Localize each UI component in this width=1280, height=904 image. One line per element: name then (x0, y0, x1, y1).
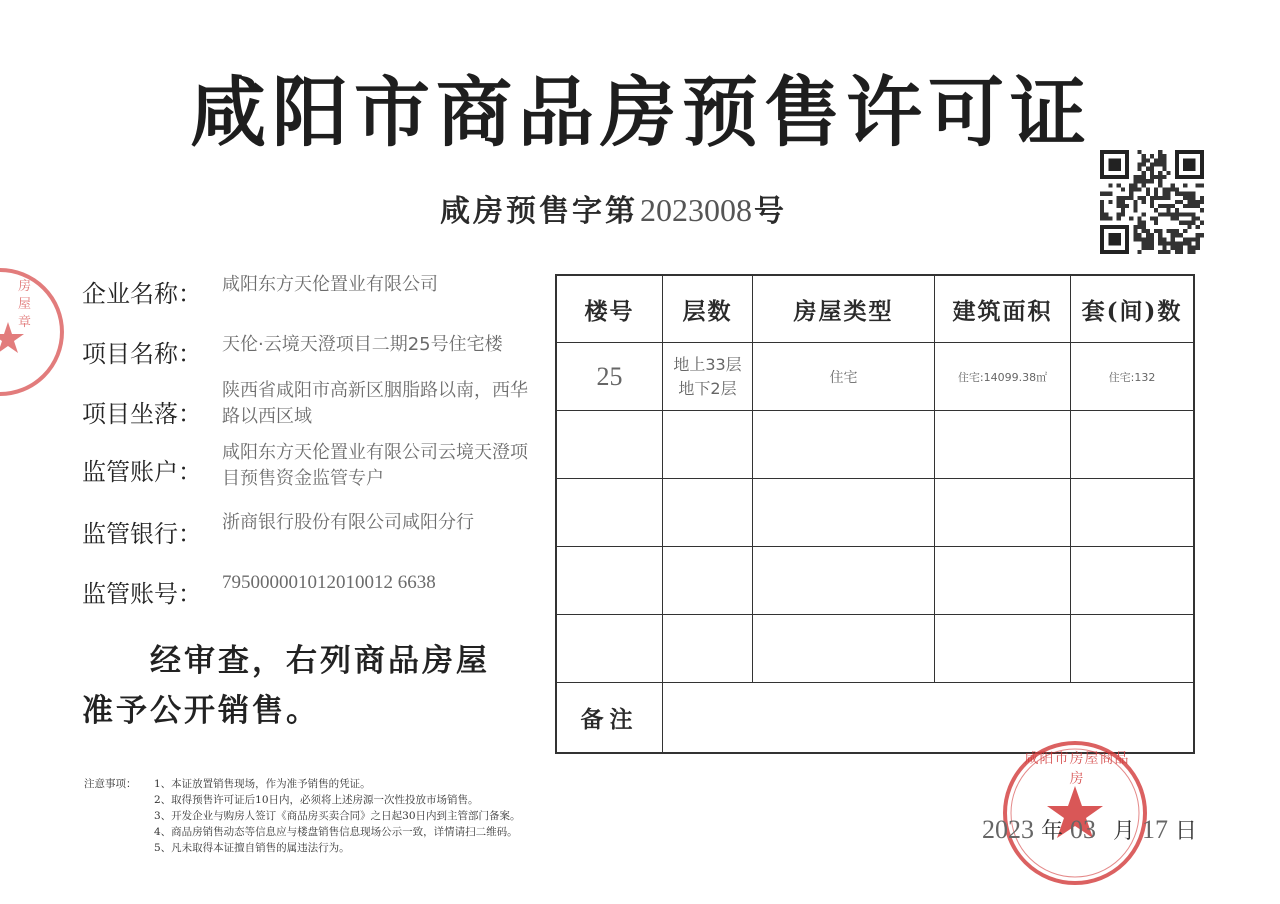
qr-module (1175, 233, 1179, 237)
qr-module (1104, 192, 1108, 196)
qr-module (1133, 237, 1137, 241)
seal-text: 咸阳市房屋商品房 (1024, 751, 1130, 787)
note-item: 4、商品房销售动态等信息应与楼盘销售信息现场公示一致，详情请扫二维码。 (154, 826, 518, 838)
qr-module (1117, 200, 1121, 204)
stamp-left-text: 房屋章 (18, 279, 32, 330)
qr-module (1142, 171, 1146, 175)
qr-module (1167, 208, 1171, 212)
qr-module (1100, 192, 1104, 196)
qr-module (1162, 242, 1166, 246)
qr-module (1154, 187, 1158, 191)
qr-module (1167, 171, 1171, 175)
qr-module (1196, 200, 1200, 204)
qr-module (1200, 208, 1204, 212)
approval-statement (82, 636, 552, 736)
qr-module (1133, 179, 1137, 183)
qr-module (1179, 242, 1183, 246)
qr-module (1167, 229, 1171, 233)
label-account-number: 监管账号： (82, 580, 202, 608)
stamp-left-fragment (0, 262, 70, 402)
qr-module (1179, 221, 1183, 225)
qr-module (1158, 171, 1162, 175)
qr-module (1129, 196, 1133, 200)
qr-module (1146, 229, 1150, 233)
value-company: 咸阳东方天伦置业有限公司 (222, 274, 438, 295)
qr-module (1137, 237, 1141, 241)
qr-module (1150, 167, 1154, 171)
qr-module (1129, 192, 1133, 196)
qr-module (1192, 237, 1196, 241)
qr-module (1158, 162, 1162, 166)
qr-module (1171, 237, 1175, 241)
qr-module (1192, 217, 1196, 221)
qr-module (1133, 229, 1137, 233)
qr-module (1179, 200, 1183, 204)
qr-module (1158, 150, 1162, 154)
qr-module (1175, 242, 1179, 246)
qr-module (1142, 212, 1146, 216)
qr-module (1104, 217, 1108, 221)
table-header-row (557, 276, 1194, 343)
approval-line-2: 准予公开销售。 (82, 693, 320, 729)
qr-module (1167, 187, 1171, 191)
qr-module (1150, 179, 1154, 183)
qr-module (1158, 175, 1162, 179)
serial-number (440, 186, 787, 230)
qr-module (1117, 196, 1121, 200)
qr-module (1146, 192, 1150, 196)
table-row-empty (557, 547, 1194, 615)
qr-module (1100, 200, 1104, 204)
qr-module (1150, 162, 1154, 166)
qr-module (1158, 196, 1162, 200)
qr-module (1162, 192, 1166, 196)
qr-module (1192, 200, 1196, 204)
qr-module (1200, 200, 1204, 204)
qr-module (1100, 208, 1104, 212)
qr-module (1117, 212, 1121, 216)
qr-module (1137, 150, 1141, 154)
qr-module (1179, 246, 1183, 250)
qr-module (1158, 229, 1162, 233)
qr-module (1162, 175, 1166, 179)
label-bank: 监管银行： (82, 520, 202, 548)
qr-module (1133, 183, 1137, 187)
header-units: 套(间)数 (1071, 276, 1194, 343)
qr-module (1183, 183, 1187, 187)
qr-module (1137, 221, 1141, 225)
qr-module (1175, 229, 1179, 233)
qr-module (1183, 237, 1187, 241)
approval-line-1: 经审查，右列商品房屋 (150, 643, 490, 679)
qr-module (1146, 158, 1150, 162)
cell-area: 住宅:14099.38㎡ (935, 343, 1071, 411)
qr-module (1129, 183, 1133, 187)
qr-module (1137, 162, 1141, 166)
qr-module (1137, 250, 1141, 254)
qr-module (1142, 229, 1146, 233)
qr-module (1187, 212, 1191, 216)
qr-module (1150, 237, 1154, 241)
qr-module (1187, 196, 1191, 200)
note-item: 2、取得预售许可证后10日内，必须将上述房源一次性投放市场销售。 (154, 794, 479, 806)
qr-module (1154, 158, 1158, 162)
qr-module (1196, 225, 1200, 229)
qr-module (1187, 250, 1191, 254)
remarks-label: 备注 (557, 683, 663, 753)
qr-module (1187, 204, 1191, 208)
qr-module (1142, 154, 1146, 158)
value-escrow-account: 咸阳东方天伦置业有限公司云境天澄项目预售资金监管专户 (222, 442, 528, 489)
qr-module (1162, 250, 1166, 254)
qr-module (1175, 192, 1179, 196)
qr-module (1137, 167, 1141, 171)
qr-module (1142, 200, 1146, 204)
qr-module (1158, 154, 1162, 158)
qr-module (1121, 196, 1125, 200)
label-project: 项目名称： (82, 340, 202, 368)
qr-module (1121, 208, 1125, 212)
date-year: 2023 (982, 815, 1034, 844)
qr-module (1196, 183, 1200, 187)
header-floors: 层数 (663, 276, 753, 343)
qr-module (1162, 154, 1166, 158)
cell-floors-above: 地上33层 (673, 354, 742, 374)
qr-module (1129, 187, 1133, 191)
serial-prefix: 咸房预售字第 (440, 194, 638, 229)
qr-module (1133, 225, 1137, 229)
qr-module (1179, 250, 1183, 254)
qr-module (1196, 233, 1200, 237)
table-row-empty (557, 479, 1194, 547)
housing-table (555, 274, 1195, 754)
qr-module (1150, 154, 1154, 158)
qr-module (1187, 200, 1191, 204)
qr-module (1187, 246, 1191, 250)
date-day: 17 (1142, 815, 1169, 844)
cell-floors (663, 343, 753, 411)
header-building: 楼号 (557, 276, 663, 343)
qr-module (1121, 187, 1125, 191)
qr-module (1162, 212, 1166, 216)
qr-module (1167, 196, 1171, 200)
qr-module (1162, 196, 1166, 200)
qr-module (1117, 217, 1121, 221)
qr-module (1167, 192, 1171, 196)
qr-module (1137, 179, 1141, 183)
qr-module (1146, 167, 1150, 171)
qr-module (1187, 192, 1191, 196)
issue-date (982, 814, 1197, 845)
qr-module (1142, 246, 1146, 250)
qr-module (1142, 179, 1146, 183)
qr-module (1179, 212, 1183, 216)
qr-module (1133, 204, 1137, 208)
qr-module (1158, 179, 1162, 183)
qr-module (1100, 204, 1104, 208)
qr-module (1171, 217, 1175, 221)
qr-module (1196, 217, 1200, 221)
qr-module (1146, 242, 1150, 246)
qr-module (1137, 217, 1141, 221)
value-project: 天伦·云境天澄项目二期25号住宅楼 (222, 334, 503, 355)
qr-module (1187, 221, 1191, 225)
table-row (557, 343, 1194, 411)
qr-module (1196, 204, 1200, 208)
qr-module (1133, 233, 1137, 237)
qr-module (1142, 225, 1146, 229)
cell-building: 25 (557, 343, 663, 411)
qr-module (1167, 250, 1171, 254)
qr-module (1150, 233, 1154, 237)
qr-module (1175, 250, 1179, 254)
label-escrow-account: 监管账户： (82, 458, 202, 486)
qr-module (1142, 196, 1146, 200)
qr-module (1192, 204, 1196, 208)
qr-module (1137, 196, 1141, 200)
qr-module (1121, 204, 1125, 208)
qr-module (1154, 208, 1158, 212)
qr-module (1150, 196, 1154, 200)
qr-module (1104, 212, 1108, 216)
qr-module (1175, 212, 1179, 216)
qr-module (1142, 221, 1146, 225)
table-row-empty (557, 615, 1194, 683)
qr-module (1125, 204, 1129, 208)
qr-module (1154, 217, 1158, 221)
qr-module (1192, 221, 1196, 225)
qr-module (1192, 212, 1196, 216)
qr-module (1200, 221, 1204, 225)
qr-module (1142, 183, 1146, 187)
serial-value: 2023008 (640, 192, 752, 228)
qr-module (1133, 175, 1137, 179)
qr-module (1142, 158, 1146, 162)
qr-module (1146, 187, 1150, 191)
qr-module (1171, 233, 1175, 237)
note-item: 1、本证放置销售现场，作为准予销售的凭证。 (154, 778, 371, 790)
qr-module (1142, 242, 1146, 246)
qr-module (1183, 229, 1187, 233)
qr-module (1133, 208, 1137, 212)
qr-module (1150, 246, 1154, 250)
qr-module (1154, 221, 1158, 225)
qr-module (1171, 204, 1175, 208)
qr-module (1171, 246, 1175, 250)
qr-module (1142, 175, 1146, 179)
qr-module (1150, 242, 1154, 246)
qr-module (1142, 162, 1146, 166)
qr-module (1154, 196, 1158, 200)
qr-module (1179, 233, 1183, 237)
cell-units: 住宅:132 (1071, 343, 1194, 411)
qr-module (1108, 183, 1112, 187)
qr-module (1162, 237, 1166, 241)
qr-module (1175, 187, 1179, 191)
qr-module (1158, 242, 1162, 246)
qr-module (1183, 242, 1187, 246)
qr-module (1162, 167, 1166, 171)
qr-module (1117, 183, 1121, 187)
qr-module (1158, 237, 1162, 241)
qr-module (1150, 175, 1154, 179)
qr-module (1175, 246, 1179, 250)
qr-module (1200, 233, 1204, 237)
qr-module (1162, 162, 1166, 166)
qr-module (1121, 212, 1125, 216)
qr-module (1162, 204, 1166, 208)
qr-module (1175, 217, 1179, 221)
date-month-unit: 月 (1113, 819, 1136, 844)
qr-code-icon[interactable] (1100, 150, 1204, 254)
qr-module (1154, 175, 1158, 179)
label-location: 项目坐落： (82, 400, 202, 428)
qr-module (1137, 233, 1141, 237)
qr-module (1192, 196, 1196, 200)
qr-module (1150, 200, 1154, 204)
qr-module (1187, 242, 1191, 246)
qr-module (1146, 233, 1150, 237)
qr-module (1117, 204, 1121, 208)
qr-module (1158, 250, 1162, 254)
qr-module (1162, 246, 1166, 250)
date-day-unit: 日 (1175, 819, 1198, 844)
qr-module (1187, 225, 1191, 229)
qr-module (1158, 158, 1162, 162)
qr-module (1121, 200, 1125, 204)
qr-module (1154, 162, 1158, 166)
qr-module (1167, 242, 1171, 246)
qr-module (1192, 250, 1196, 254)
qr-module (1196, 246, 1200, 250)
qr-module (1133, 200, 1137, 204)
qr-module (1183, 212, 1187, 216)
notes-heading: 注意事项： (84, 778, 137, 790)
qr-module (1158, 183, 1162, 187)
qr-module (1133, 187, 1137, 191)
qr-module (1183, 196, 1187, 200)
qr-module (1150, 171, 1154, 175)
official-seal (1000, 738, 1150, 888)
qr-module (1146, 246, 1150, 250)
qr-module (1200, 183, 1204, 187)
qr-module (1158, 233, 1162, 237)
qr-module (1171, 229, 1175, 233)
qr-module (1137, 225, 1141, 229)
qr-module (1108, 192, 1112, 196)
qr-module (1200, 196, 1204, 200)
qr-module (1154, 192, 1158, 196)
header-area: 建筑面积 (935, 276, 1071, 343)
certificate-title: 咸阳市商品房预售许可证 (190, 68, 1092, 157)
qr-module (1100, 212, 1104, 216)
qr-module (1196, 242, 1200, 246)
note-item: 3、开发企业与购房人签订《商品房买卖合同》之日起30日内到主管部门备案。 (154, 810, 521, 822)
qr-module (1162, 158, 1166, 162)
qr-module (1108, 217, 1112, 221)
cell-floors-below: 地下2层 (678, 378, 737, 398)
qr-module (1137, 187, 1141, 191)
qr-module (1158, 204, 1162, 208)
qr-module (1192, 192, 1196, 196)
serial-suffix: 号 (754, 194, 787, 229)
qr-module (1125, 196, 1129, 200)
qr-module (1187, 237, 1191, 241)
cell-type: 住宅 (753, 343, 935, 411)
qr-module (1175, 208, 1179, 212)
value-location: 陕西省咸阳市高新区胭脂路以南，西华路以西区域 (222, 380, 528, 427)
qr-module (1154, 229, 1158, 233)
date-month: 03 (1070, 815, 1097, 844)
table-row-empty (557, 411, 1194, 479)
qr-module (1179, 192, 1183, 196)
qr-module (1137, 175, 1141, 179)
qr-module (1146, 237, 1150, 241)
note-item: 5、凡未取得本证擅自销售的属违法行为。 (154, 842, 350, 854)
qr-module (1108, 200, 1112, 204)
qr-module (1171, 187, 1175, 191)
value-bank: 浙商银行股份有限公司咸阳分行 (222, 512, 474, 533)
qr-module (1129, 217, 1133, 221)
qr-module (1196, 237, 1200, 241)
qr-module (1171, 183, 1175, 187)
qr-module (1183, 204, 1187, 208)
qr-module (1183, 192, 1187, 196)
qr-module (1171, 212, 1175, 216)
qr-module (1150, 217, 1154, 221)
header-type: 房屋类型 (753, 276, 935, 343)
qr-module (1192, 246, 1196, 250)
qr-module (1162, 187, 1166, 191)
qr-module (1175, 200, 1179, 204)
qr-module (1158, 212, 1162, 216)
qr-module (1167, 204, 1171, 208)
date-year-unit: 年 (1041, 819, 1064, 844)
qr-module (1100, 217, 1104, 221)
qr-module (1146, 179, 1150, 183)
value-account-number: 795000001012010012 6638 (222, 572, 436, 593)
qr-module (1171, 242, 1175, 246)
label-company: 企业名称： (82, 280, 202, 308)
qr-module (1142, 237, 1146, 241)
qr-module (1167, 212, 1171, 216)
qr-module (1183, 221, 1187, 225)
qr-module (1150, 204, 1154, 208)
